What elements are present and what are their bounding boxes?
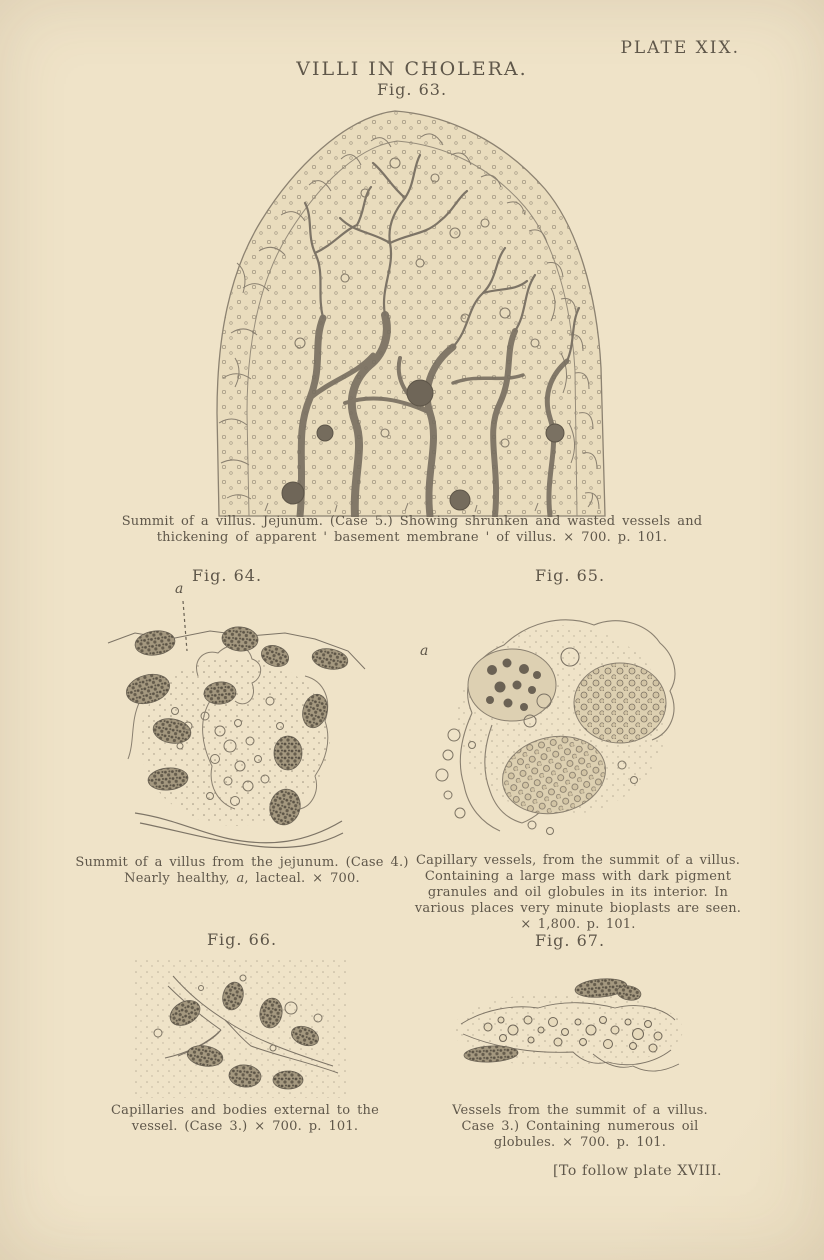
fig64-illustration — [80, 581, 375, 851]
fig67-illustration — [443, 972, 693, 1082]
fig63-caption — [62, 514, 762, 546]
footer-note: [To follow plate XVIII. — [553, 1163, 723, 1179]
fig63-illustration — [205, 103, 615, 517]
fig64-caption-line2: Nearly healthy, a, lacteal. × 700. — [124, 871, 360, 886]
fig63-label: Fig. 63. — [376, 80, 448, 99]
fig67-label: Fig. 67. — [534, 931, 606, 950]
fig65-illustration — [412, 595, 697, 840]
fig66-caption-line2: vessel. (Case 3.) × 700. p. 101. — [131, 1119, 359, 1134]
fig64-caption — [68, 855, 416, 887]
fig65-label: Fig. 65. — [534, 566, 606, 585]
fig63-caption-line2: thickening of apparent ' basement membrane ' of villus. × 700. p. 101. — [156, 530, 668, 545]
fig65-caption-line3: granules and oil globules in its interior. In — [427, 885, 729, 900]
fig66-label: Fig. 66. — [206, 930, 278, 949]
fig65-caption-line4: various places very minute bioplasts are seen. — [414, 901, 742, 916]
fig67-caption-line3: globules. × 700. p. 101. — [493, 1135, 667, 1150]
fig67-caption-line1: Vessels from the summit of a villus. — [452, 1103, 708, 1118]
fig64-caption-line1: Summit of a villus from the jejunum. (Case 4.) — [75, 855, 409, 870]
fig67-caption — [424, 1103, 736, 1151]
plate-number: PLATE XIX. — [620, 38, 740, 58]
fig65-caption-line5: × 1,800. p. 101. — [520, 917, 636, 932]
fig66-caption — [80, 1103, 410, 1135]
fig65-caption-line2: Containing a large mass with dark pigment — [424, 869, 732, 884]
fig66-illustration — [133, 958, 348, 1098]
fig65-caption — [406, 853, 750, 933]
fig65-annotation-a: a — [420, 643, 429, 659]
fig64-label: Fig. 64. — [191, 566, 263, 585]
fig66-caption-line1: Capillaries and bodies external to the — [111, 1103, 379, 1118]
fig63-caption-line1: Summit of a villus. Jejunum. (Case 5.) Showing shrunken and wasted vessels and — [121, 514, 703, 529]
fig67-caption-line2: Case 3.) Containing numerous oil — [461, 1119, 699, 1134]
fig65-caption-line1: Capillary vessels, from the summit of a villus. — [415, 853, 741, 868]
fig64-annotation-a: a — [175, 581, 184, 597]
page-title: VILLI IN CHOLERA. — [296, 58, 528, 80]
